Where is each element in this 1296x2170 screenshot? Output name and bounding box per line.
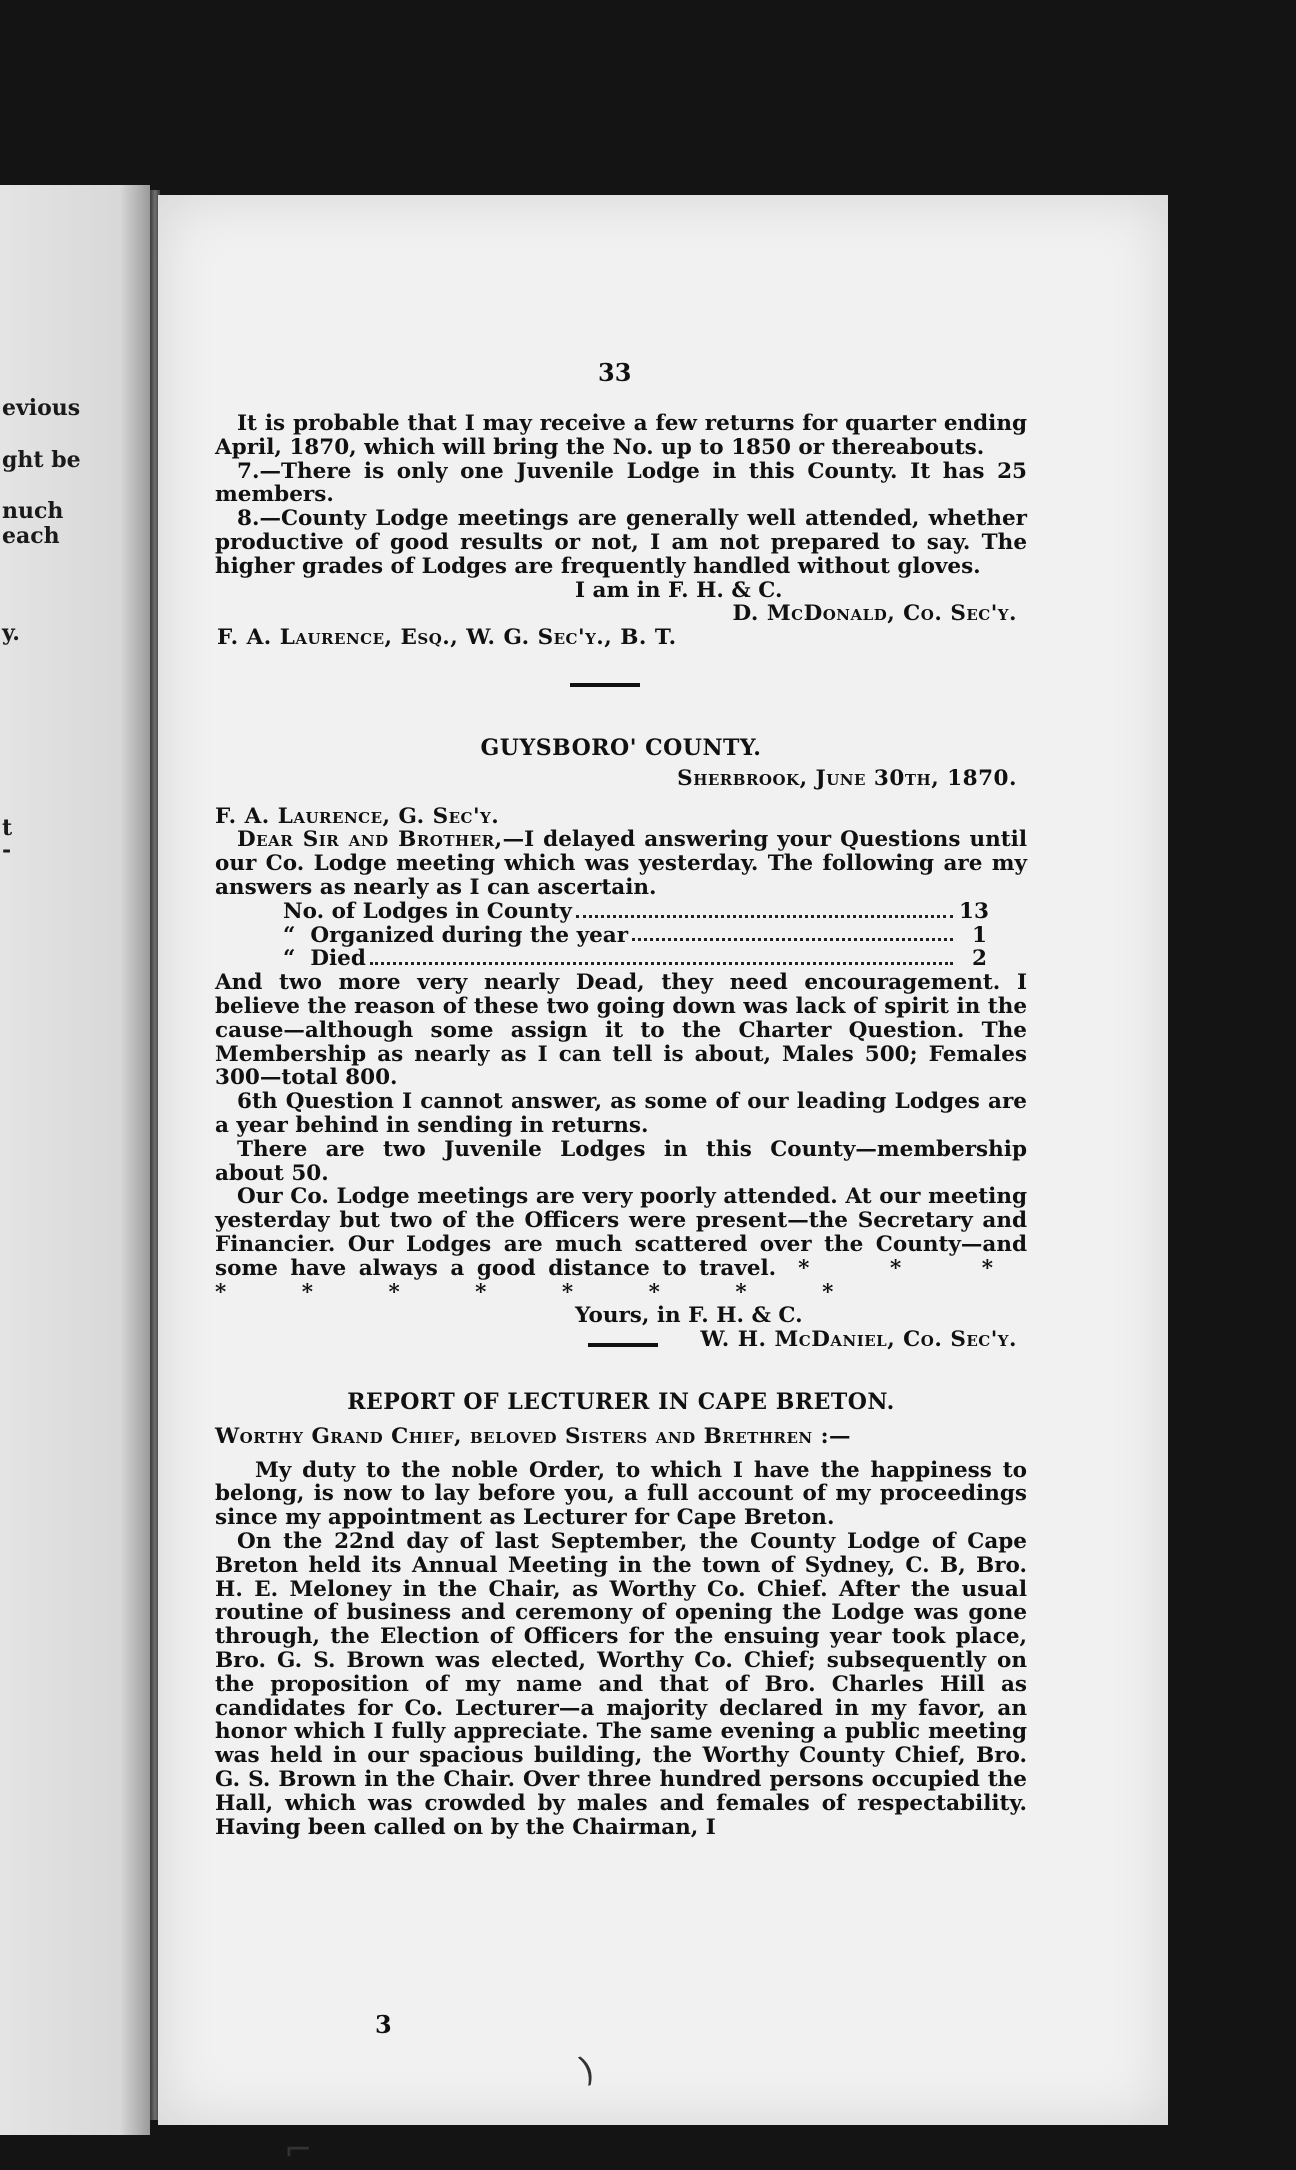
signature: W. H. McDaniel, Co. Sec'y. — [700, 1327, 1017, 1353]
intro-text: —I delayed answering your Questions until our Co. Lodge meeting which was yesterday. The following are my answers as nearly as I can ascertain. — [215, 827, 1027, 900]
signoff: Yours, in F. H. & C. — [575, 1303, 803, 1329]
body-paragraph — [215, 828, 1027, 899]
body-paragraph: And two more very nearly Dead, they need encouragement. I believe the reason of these two going down was lack of spirit in the cause—although some assign it to the Charter Question. The Membership as nearly as I can tell is about, Males 500; Females 300—total 800. — [215, 970, 1027, 1091]
stat-value: 2 — [972, 946, 987, 972]
stat-label: “ Died — [283, 946, 366, 972]
section-heading: GUYSBORO' COUNTY. — [480, 735, 762, 761]
facing-page-fragment: t — [2, 815, 13, 841]
facing-page-fragment: ght be — [2, 447, 81, 473]
salutation: Worthy Grand Chief, beloved Sisters and Brethren :— — [215, 1423, 852, 1449]
facing-page-fragment: - — [2, 837, 12, 863]
dot-leader — [370, 947, 953, 965]
body-paragraph: There are two Juvenile Lodges in this County—membership about 50. — [215, 1136, 1027, 1186]
book-page — [158, 195, 1168, 2170]
facing-page-fragment: nuch — [2, 498, 64, 524]
section-lecturer-report — [215, 1391, 1027, 1839]
facing-page-fragment: evious — [2, 395, 81, 421]
page-blemish: ⌐ — [284, 2130, 313, 2170]
body-paragraph — [215, 1185, 1027, 1304]
addressee: F. A. Laurence, G. Sec'y. — [215, 803, 500, 829]
page-blemish: ) — [573, 2048, 600, 2092]
facing-page-fragment: y. — [2, 620, 20, 646]
dateline: Sherbrook, June 30th, 1870. — [677, 765, 1017, 791]
facing-page-fragment: each — [2, 523, 60, 549]
section-letter-mcdonald — [215, 412, 1027, 650]
page-number: 33 — [598, 358, 632, 387]
salutation: Dear Sir and Brother, — [237, 827, 503, 853]
stat-label: No. of Lodges in County — [283, 898, 572, 924]
asterisks: * * * * * * * * * * * — [215, 1255, 1027, 1305]
stat-value: 1 — [972, 922, 987, 948]
body-paragraph: My duty to the noble Order, to which I have the happiness to belong, is now to lay before you, a full account of my proceedings since my appointment as Lecturer for Cape Breton. — [215, 1457, 1027, 1531]
body-paragraph: 7.—There is only one Juvenile Lodge in this County. It has 25 members. — [215, 458, 1027, 508]
stat-label: “ Organized during the year — [283, 922, 629, 948]
dot-leader — [576, 900, 953, 918]
section-guysboro-county — [215, 737, 1027, 1352]
dot-leader — [632, 924, 953, 942]
body-paragraph: 8.—County Lodge meetings are generally well attended, whether productive of good results or not, I am not prepared to say. The higher grades of Lodges are frequently handled without gloves. — [215, 506, 1027, 579]
section-divider — [570, 683, 640, 687]
signature-mark: 3 — [375, 2010, 392, 2039]
closing-text: Our Co. Lodge meetings are very poorly attended. At our meeting yesterday but two of the Officers were present—the Secretary and Financier. Our Lodges are much scattered over the County—and some have always a good distance to travel. — [215, 1184, 1027, 1281]
stat-row — [215, 924, 1027, 948]
body-paragraph: 6th Question I cannot answer, as some of our leading Lodges are a year behind in sending in returns. — [215, 1089, 1027, 1138]
body-paragraph: It is probable that I may receive a few returns for quarter ending April, 1870, which will bring the No. up to 1850 or thereabouts. — [215, 411, 1027, 460]
section-heading: REPORT OF LECTURER IN CAPE BRETON. — [347, 1389, 895, 1415]
signoff: I am in F. H. & C. — [575, 577, 783, 603]
stat-row — [215, 947, 1027, 971]
stat-value: 13 — [959, 898, 989, 924]
stat-row — [215, 900, 1027, 924]
signature: D. McDonald, Co. Sec'y. — [732, 601, 1017, 627]
addressee: F. A. Laurence, Esq., W. G. Sec'y., B. T. — [217, 625, 677, 651]
body-paragraph: On the 22nd day of last September, the County Lodge of Cape Breton held its Annual Meeting in the town of Sydney, C. B, Bro. H. E. Meloney in the Chair, as Worthy Co. Chief. After the usual routine of business and ceremony of opening the Lodge was gone through, the Election of Officers for the ensuing year took place, Bro. G. S. Brown was elected, Worthy Co. Chief; subsequently on the proposition of my name and that of Bro. Charles Hill as candidates for Co. Lecturer—a majority declared in my favor, an honor which I fully appreciate. The same evening a public meeting was held in our spacious building, the Worthy County Chief, Bro. G. S. Brown in the Chair. Over three hundred persons occupied the Hall, which was crowded by males and females of respectability. Having been called on by the Chairman, I — [215, 1528, 1027, 1840]
facing-page-edge — [0, 185, 150, 2135]
section-divider — [588, 1343, 658, 1347]
